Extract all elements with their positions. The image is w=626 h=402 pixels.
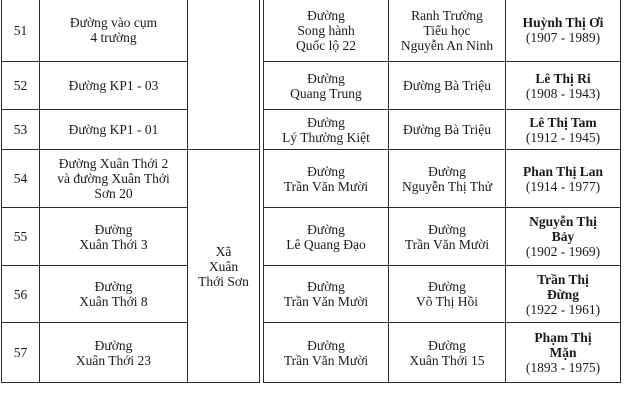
table-row — [2, 208, 621, 266]
person-cell — [506, 110, 621, 150]
end-point-cell: Đường Nguyễn Thị Thử — [389, 150, 506, 208]
person-name: Nguyễn Thị Bảy — [529, 214, 597, 244]
street-name-cell: Đường Xuân Thới 8 — [40, 266, 188, 323]
commune-cell-upper — [188, 0, 260, 150]
end-point-cell: Đường Trần Văn Mười — [389, 208, 506, 266]
end-point-cell: Đường Bà Triệu — [389, 62, 506, 110]
street-name-cell: Đường Xuân Thới 2 và đường Xuân Thới Sơn 20 — [40, 150, 188, 208]
row-number: 51 — [2, 0, 40, 62]
person-cell — [506, 208, 621, 266]
person-years: (1908 - 1943) — [525, 85, 601, 101]
row-number: 56 — [2, 266, 40, 323]
street-naming-table — [1, 0, 621, 383]
person-years: (1914 - 1977) — [525, 178, 601, 194]
row-number: 52 — [2, 62, 40, 110]
start-point-cell: Đường Song hành Quốc lộ 22 — [264, 0, 389, 62]
row-number: 55 — [2, 208, 40, 266]
street-name-cell: Đường Xuân Thới 3 — [40, 208, 188, 266]
person-name: Lê Thị Tam — [529, 114, 597, 130]
person-name: Huỳnh Thị Ơi — [522, 15, 604, 30]
person-years: (1922 - 1961) — [525, 301, 601, 317]
start-point-cell: Đường Trần Văn Mười — [264, 323, 389, 383]
start-point-cell: Đường Lê Quang Đạo — [264, 208, 389, 266]
person-years: (1902 - 1969) — [525, 244, 601, 259]
table-row — [2, 323, 621, 383]
start-point-cell: Đường Trần Văn Mười — [264, 150, 389, 208]
end-point-cell: Ranh Trường Tiểu học Nguyễn An Ninh — [389, 0, 506, 62]
start-point-cell: Đường Quang Trung — [264, 62, 389, 110]
row-number: 54 — [2, 150, 40, 208]
table-row — [2, 62, 621, 110]
person-years: (1912 - 1945) — [525, 129, 601, 145]
row-number: 53 — [2, 110, 40, 150]
person-cell — [506, 266, 621, 323]
table-row — [2, 150, 621, 208]
table-row — [2, 266, 621, 323]
commune-cell: Xã Xuân Thới Sơn — [188, 150, 260, 383]
person-name: Lê Thị Ri — [535, 70, 591, 86]
street-name-cell: Đường KP1 - 03 — [40, 62, 188, 110]
street-name-cell: Đường vào cụm 4 trường — [40, 0, 188, 62]
person-cell — [506, 323, 621, 383]
person-name: Phạm Thị Mặn — [534, 330, 592, 360]
person-cell — [506, 150, 621, 208]
person-years: (1907 - 1989) — [525, 30, 601, 45]
person-cell — [506, 0, 621, 62]
table-row — [2, 0, 621, 62]
start-point-cell: Đường Trần Văn Mười — [264, 266, 389, 323]
row-number: 57 — [2, 323, 40, 383]
street-name-cell: Đường KP1 - 01 — [40, 110, 188, 150]
street-name-cell: Đường Xuân Thới 23 — [40, 323, 188, 383]
end-point-cell: Đường Xuân Thới 15 — [389, 323, 506, 383]
end-point-cell: Đường Võ Thị Hồi — [389, 266, 506, 323]
person-years: (1893 - 1975) — [525, 360, 601, 375]
person-name: Phan Thị Lan — [522, 163, 604, 179]
start-point-cell: Đường Lý Thường Kiệt — [264, 110, 389, 150]
person-name: Trần Thị Đừng — [537, 271, 589, 302]
person-cell — [506, 62, 621, 110]
table-row — [2, 110, 621, 150]
end-point-cell: Đường Bà Triệu — [389, 110, 506, 150]
